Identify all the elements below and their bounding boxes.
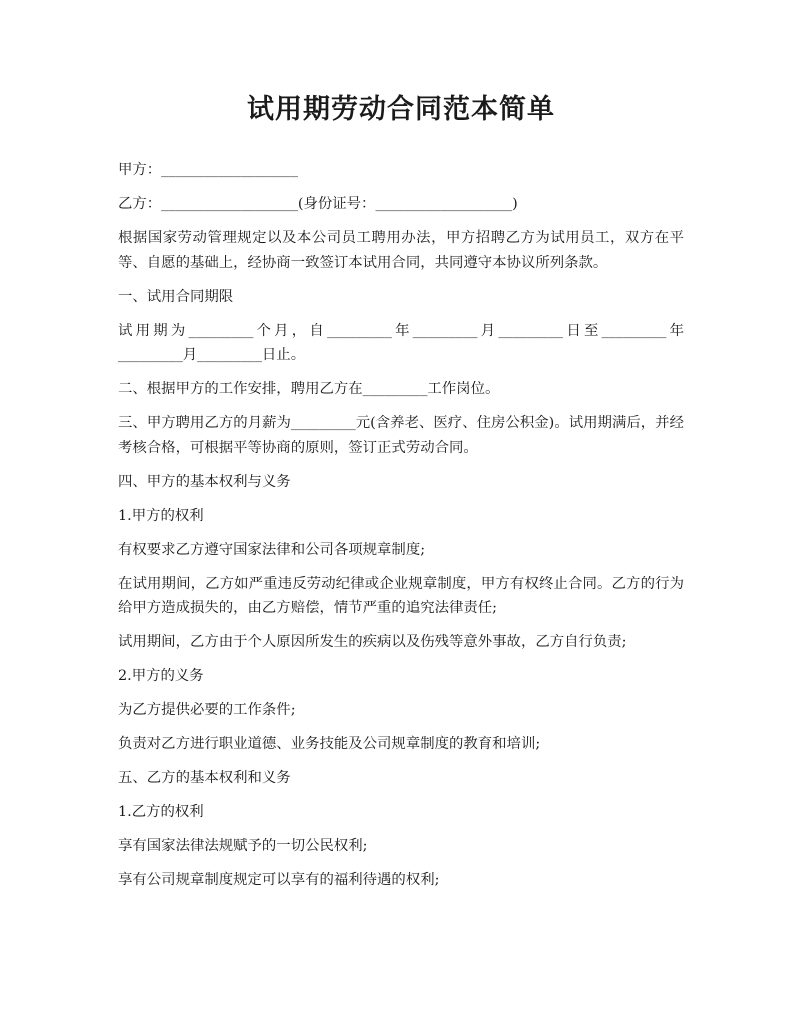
subheading-party-a-rights: 1.甲方的权利 — [118, 507, 204, 524]
party-b-line: 乙方：___________________(身份证号：___________________) — [118, 196, 518, 212]
list-item: 为乙方提供必要的工作条件; — [118, 702, 296, 718]
section-heading-1: 一、试用合同期限 — [118, 288, 234, 305]
list-item: 在试用期间，乙方如严重违反劳动纪律或企业规章制度，甲方有权终止合同。乙方的行为给甲方造成损失的，由乙方赔偿，情节严重的追究法律责任; — [118, 575, 684, 616]
list-item: 试用期间，乙方由于个人原因所发生的疾病以及伤残等意外事故，乙方自行负责; — [118, 634, 627, 650]
list-item: 负责对乙方进行职业道德、业务技能及公司规章制度的教育和培训; — [118, 736, 541, 752]
section-heading-4: 四、甲方的基本权利与义务 — [118, 473, 291, 490]
section-3-paragraph: 三、甲方聘用乙方的月薪为_________元(含养老、医疗、住房公积金)。试用期满后，并经考核合格，可根据平等协商的原则，签订正式劳动合同。 — [118, 415, 684, 456]
preamble-paragraph: 根据国家劳动管理规定以及本公司员工聘用办法，甲方招聘乙方为试用员工，双方在平等、自愿的基础上，经协商一致签订本试用合同，共同遵守本协议所列条款。 — [118, 230, 684, 271]
section-2-paragraph: 二、根据甲方的工作安排，聘用乙方在_________工作岗位。 — [118, 381, 500, 397]
list-item: 享有公司规章制度规定可以享有的福利待遇的权利; — [118, 872, 440, 888]
list-item: 享有国家法律法规赋予的一切公民权利; — [118, 838, 368, 854]
subheading-party-a-duties: 2.甲方的义务 — [118, 668, 204, 684]
list-item: 有权要求乙方遵守国家法律和公司各项规章制度; — [118, 541, 426, 558]
trial-period-paragraph: 试用期为_________个月，自_________年_________月_________日至_________年_________月_________日止。 — [118, 322, 684, 363]
section-heading-5: 五、乙方的基本权利和义务 — [118, 770, 291, 786]
document-title: 试用期劳动合同范本简单 — [247, 94, 555, 125]
party-a-line: 甲方：___________________ — [118, 162, 298, 178]
subheading-party-b-rights: 1.乙方的权利 — [118, 804, 204, 820]
